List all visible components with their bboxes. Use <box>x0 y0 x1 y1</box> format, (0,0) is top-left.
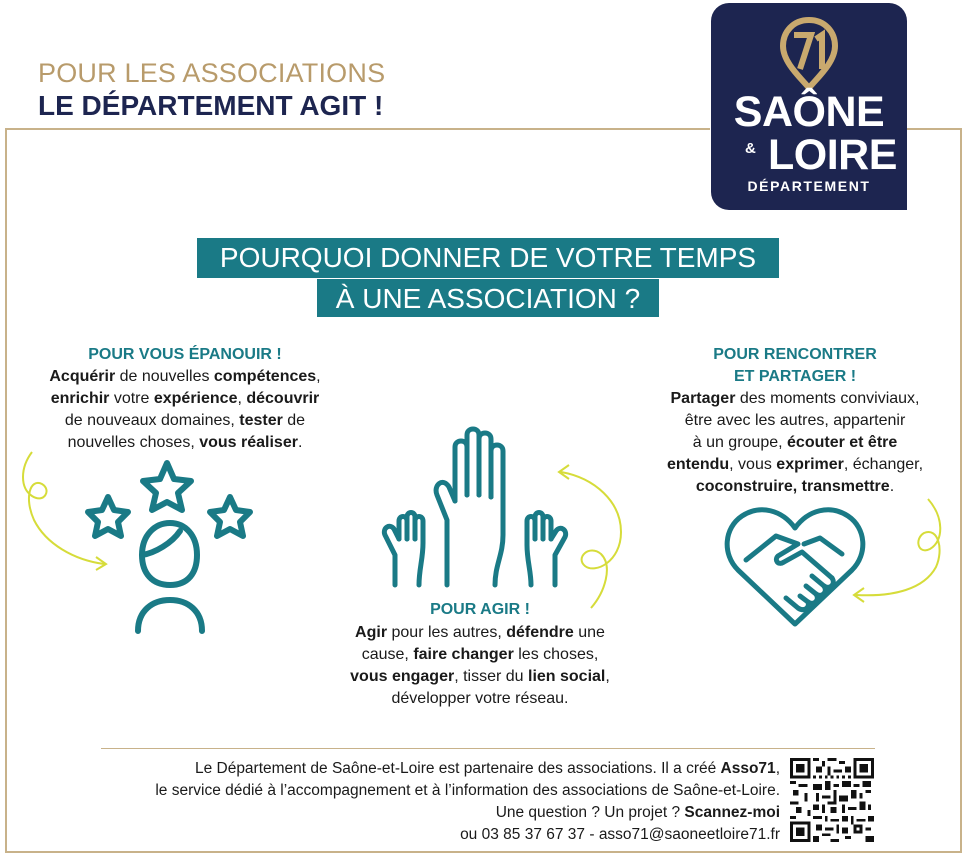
frame-border-bottom <box>5 851 962 853</box>
saone-et-loire-logo <box>711 3 907 210</box>
banner-line1: POURQUOI DONNER DE VOTRE TEMPS <box>197 238 779 278</box>
frame-border-left <box>5 128 7 853</box>
71-emblem-icon <box>778 17 840 91</box>
qr-code-icon[interactable] <box>790 758 874 842</box>
logo-name-line2: LOIRE <box>768 131 897 179</box>
raised-hands-icon <box>375 425 575 590</box>
section-rencontrer-body: Partager des moments conviviaux, être avec les autres, appartenir à un groupe, écouter et être entendu, vous exprimer, échanger, coconstruire, transmettre. <box>666 390 924 495</box>
stars-person-icon <box>80 455 265 635</box>
footer-divider <box>101 748 875 749</box>
frame-border-top <box>5 128 710 130</box>
section-epanouir-body: Acquérir de nouvelles compétences, enrichir votre expérience, découvrir de nouveaux domaines, tester de nouvelles choses, vous réaliser. <box>49 368 321 451</box>
logo-subtitle: DÉPARTEMENT <box>747 178 871 194</box>
header-subtitle: POUR LES ASSOCIATIONS <box>38 58 386 88</box>
logo-ampersand: & <box>745 140 756 157</box>
squiggle-arrow-middle-icon <box>555 462 630 612</box>
frame-border-right <box>960 128 962 853</box>
contact-info: ou 03 85 37 67 37 - asso71@saoneetloire71.fr <box>460 826 780 843</box>
section-epanouir-title: POUR VOUS ÉPANOUIR ! <box>88 346 282 363</box>
squiggle-arrow-right-icon <box>848 495 953 605</box>
section-rencontrer-title: POUR RENCONTRER ET PARTAGER ! <box>713 346 877 385</box>
header-title: LE DÉPARTEMENT AGIT ! <box>38 90 384 121</box>
banner-line2: À UNE ASSOCIATION ? <box>317 279 659 317</box>
footer-info: Le Département de Saône-et-Loire est partenaire des associations. Il a créé Asso71, le service dédié à l’accompagnement et à l’information des associations de Saône-et-Loire. Une question ? Un projet ? Scannez-moi ou 03 85 37 67 37 - asso71@saoneetloire71.fr <box>60 758 780 846</box>
logo-name-line1: SAÔNE <box>733 88 885 136</box>
section-agir-title: POUR AGIR ! <box>430 601 530 618</box>
section-agir-body: Agir pour les autres, défendre une cause, faire changer les choses, vous engager, tisser du lien social, développer votre réseau. <box>350 624 610 707</box>
frame-border-top-right <box>907 128 962 130</box>
